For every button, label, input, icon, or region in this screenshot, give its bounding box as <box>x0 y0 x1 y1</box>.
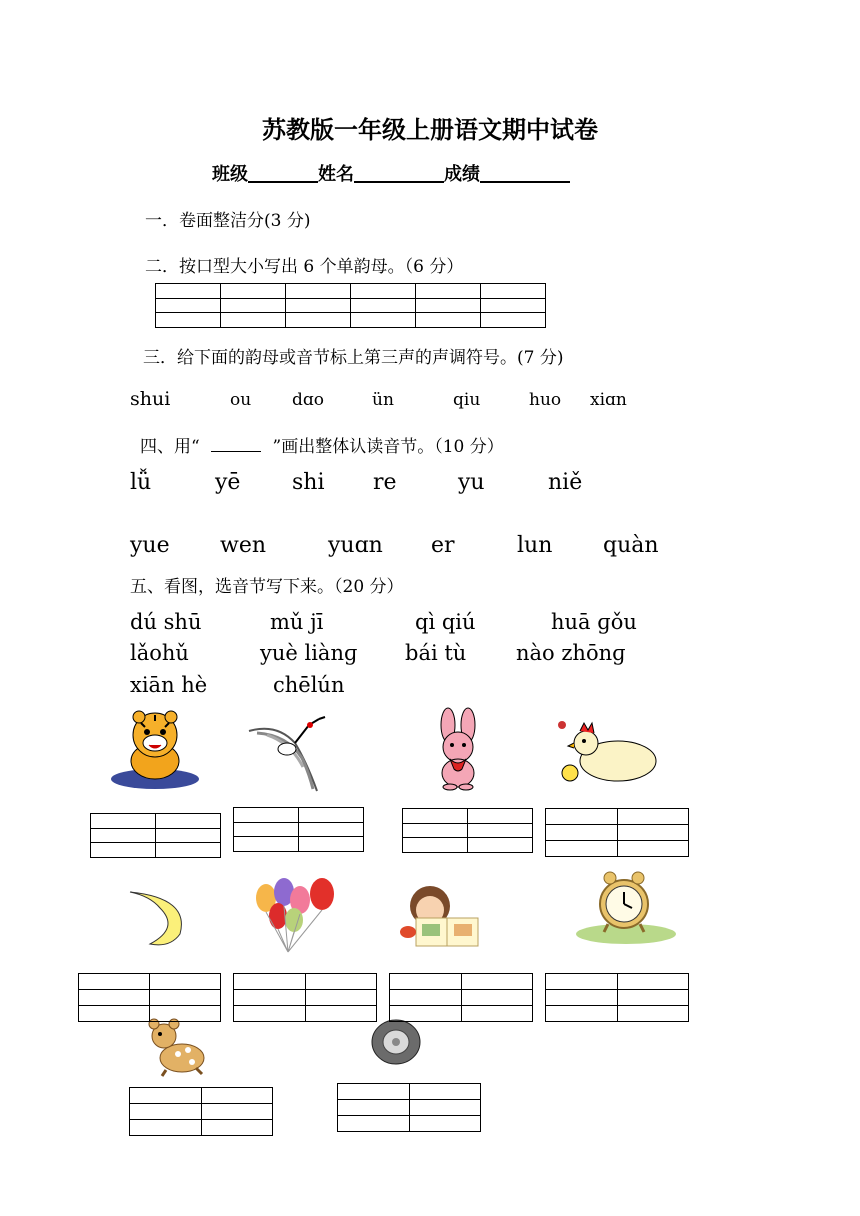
q4-syllable[interactable]: lun <box>517 533 553 558</box>
question-1: 一．卷面整洁分(3 分) <box>145 211 311 231</box>
tiger-icon <box>105 703 200 791</box>
name-label: 姓名 <box>318 164 354 185</box>
score-label: 成绩 <box>444 164 480 185</box>
q3-item: xiɑn <box>590 390 627 410</box>
q3-item: dɑo <box>292 390 324 410</box>
q3-item: shui <box>130 388 171 410</box>
answer-grid[interactable] <box>545 973 689 1022</box>
balloons-icon <box>248 872 340 956</box>
q4-syllable[interactable]: yē <box>215 470 241 495</box>
page-title: 苏教版一年级上册语文期中试卷 <box>262 115 598 144</box>
student-info <box>212 160 570 186</box>
q4-syllable[interactable]: yue <box>130 533 170 558</box>
answer-grid[interactable] <box>90 813 221 858</box>
q5-syllable: yuè liànɡ <box>260 641 358 665</box>
q4-syllable[interactable]: lǚ <box>130 470 152 495</box>
answer-grid[interactable] <box>337 1083 481 1132</box>
q5-syllable: mǔ jī <box>270 610 324 634</box>
reading-girl-icon <box>394 880 488 952</box>
class-label: 班级 <box>212 164 248 185</box>
q4-syllable[interactable]: niě <box>548 470 583 495</box>
question-5: 五、看图，选音节写下来。（20 分） <box>130 577 404 597</box>
answer-grid[interactable] <box>233 973 377 1022</box>
answer-grid[interactable] <box>78 973 221 1022</box>
q5-syllable: huā ɡǒu <box>551 610 637 634</box>
vowel-writing-grid[interactable] <box>155 283 546 328</box>
answer-grid[interactable] <box>545 808 689 857</box>
q4-syllable[interactable]: yuɑn <box>328 533 383 558</box>
rabbit-icon <box>428 707 488 791</box>
q5-syllable: nào zhōnɡ <box>516 641 626 665</box>
name-blank[interactable] <box>354 163 444 183</box>
hen-icon <box>558 713 660 787</box>
fawn-icon <box>142 1018 212 1078</box>
moon-icon <box>120 888 190 948</box>
alarm-clock-icon <box>574 868 678 944</box>
answer-grid[interactable] <box>389 973 533 1022</box>
q4-syllable[interactable]: quàn <box>603 533 659 558</box>
question-2: 二．按口型大小写出 6 个单韵母。（6 分） <box>145 257 464 277</box>
q4-syllable[interactable]: wen <box>220 533 267 558</box>
q3-item: qiu <box>453 390 481 410</box>
q4-syllable[interactable]: er <box>431 533 455 558</box>
q5-syllable: chēlún <box>273 673 345 697</box>
q4-syllable[interactable]: yu <box>458 470 485 495</box>
q3-item: ün <box>372 390 394 410</box>
q5-syllable: lǎohǔ <box>130 641 189 665</box>
q4-syllable[interactable]: re <box>373 470 397 495</box>
q5-syllable: qì qiú <box>415 610 476 634</box>
class-blank[interactable] <box>248 163 318 183</box>
q3-item: ou <box>230 390 252 410</box>
q4-syllable[interactable]: shi <box>292 470 325 495</box>
question-3: 三．给下面的韵母或音节标上第三声的声调符号。(7 分) <box>143 348 564 368</box>
q4-text-after: ”画出整体认读音节。（10 分） <box>272 437 504 457</box>
question-4 <box>140 432 504 457</box>
q5-syllable: bái tù <box>405 641 467 665</box>
q4-text-before: 四、用“ <box>140 437 200 457</box>
answer-grid[interactable] <box>233 807 364 852</box>
q3-item: huo <box>529 390 562 410</box>
crane-icon <box>247 713 327 793</box>
q5-syllable: xiān hè <box>130 673 208 697</box>
answer-grid[interactable] <box>129 1087 273 1136</box>
underline-sample <box>211 436 261 452</box>
score-blank[interactable] <box>480 163 570 183</box>
q5-syllable: dú shū <box>130 610 202 634</box>
answer-grid[interactable] <box>402 808 533 853</box>
